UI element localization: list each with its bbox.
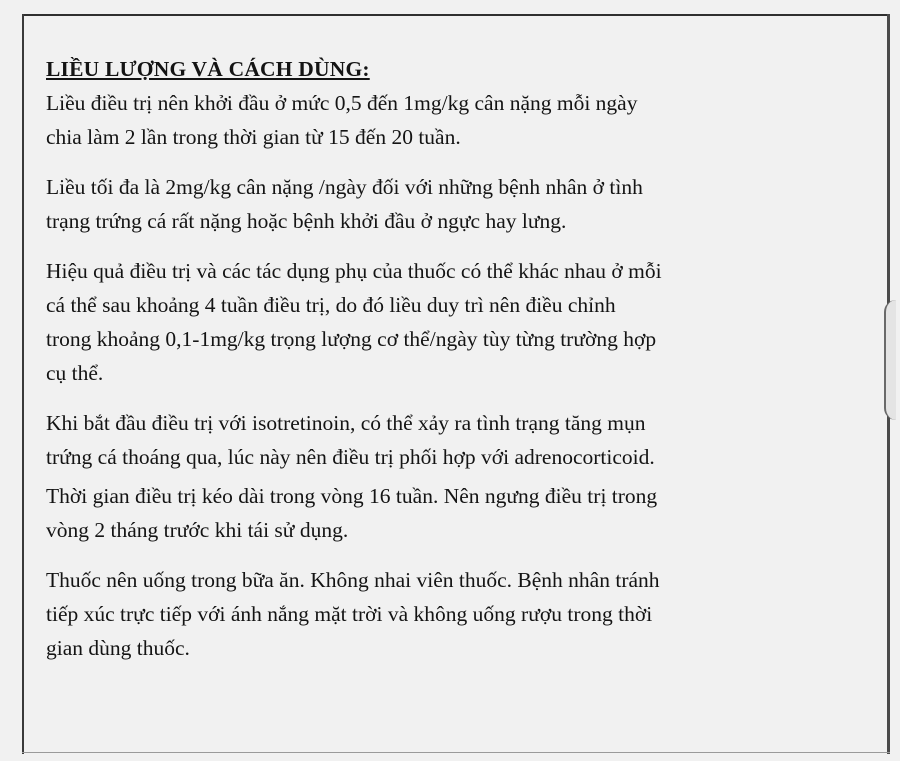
frame-border-left [22, 14, 24, 754]
paragraph-isotretinoin-start: Khi bắt đầu điều trị với isotretinoin, có thể xảy ra tình trạng tăng mụn trứng cá thoáng qua, lúc này nên điều trị phối hợp với adrenocorticoid. [46, 411, 655, 469]
paragraph-max-dose: Liều tối đa là 2mg/kg cân nặng /ngày đối với những bệnh nhân ở tình trạng trứng cá rất nặng hoặc bệnh khởi đầu ở ngực hay lưng. [46, 175, 643, 233]
paragraph-initial-dose: Liều điều trị nên khởi đầu ở mức 0,5 đến 1mg/kg cân nặng mỗi ngày chia làm 2 lần trong thời gian từ 15 đến 20 tuần. [46, 91, 638, 149]
section-heading: LIỀU LƯỢNG VÀ CÁCH DÙNG: [46, 57, 370, 81]
paper-notch [884, 300, 896, 420]
document-content [46, 52, 866, 681]
paragraph-maintenance-dose: Hiệu quả điều trị và các tác dụng phụ của thuốc có thể khác nhau ở mỗi cá thể sau khoảng 4 tuần điều trị, do đó liều duy trì nên điều chỉnh trong khoảng 0,1-1mg/kg trọng lượng cơ thể/ngày tùy từng trường hợp cụ thể. [46, 259, 662, 385]
frame-border-top [22, 14, 890, 16]
paragraph-administration: Thuốc nên uống trong bữa ăn. Không nhai viên thuốc. Bệnh nhân tránh tiếp xúc trực tiếp với ánh nắng mặt trời và không uống rượu trong thời gian dùng thuốc. [46, 568, 660, 660]
frame-border-bottom [22, 752, 890, 753]
paragraph-treatment-duration: Thời gian điều trị kéo dài trong vòng 16 tuần. Nên ngưng điều trị trong vòng 2 tháng trước khi tái sử dụng. [46, 484, 658, 542]
